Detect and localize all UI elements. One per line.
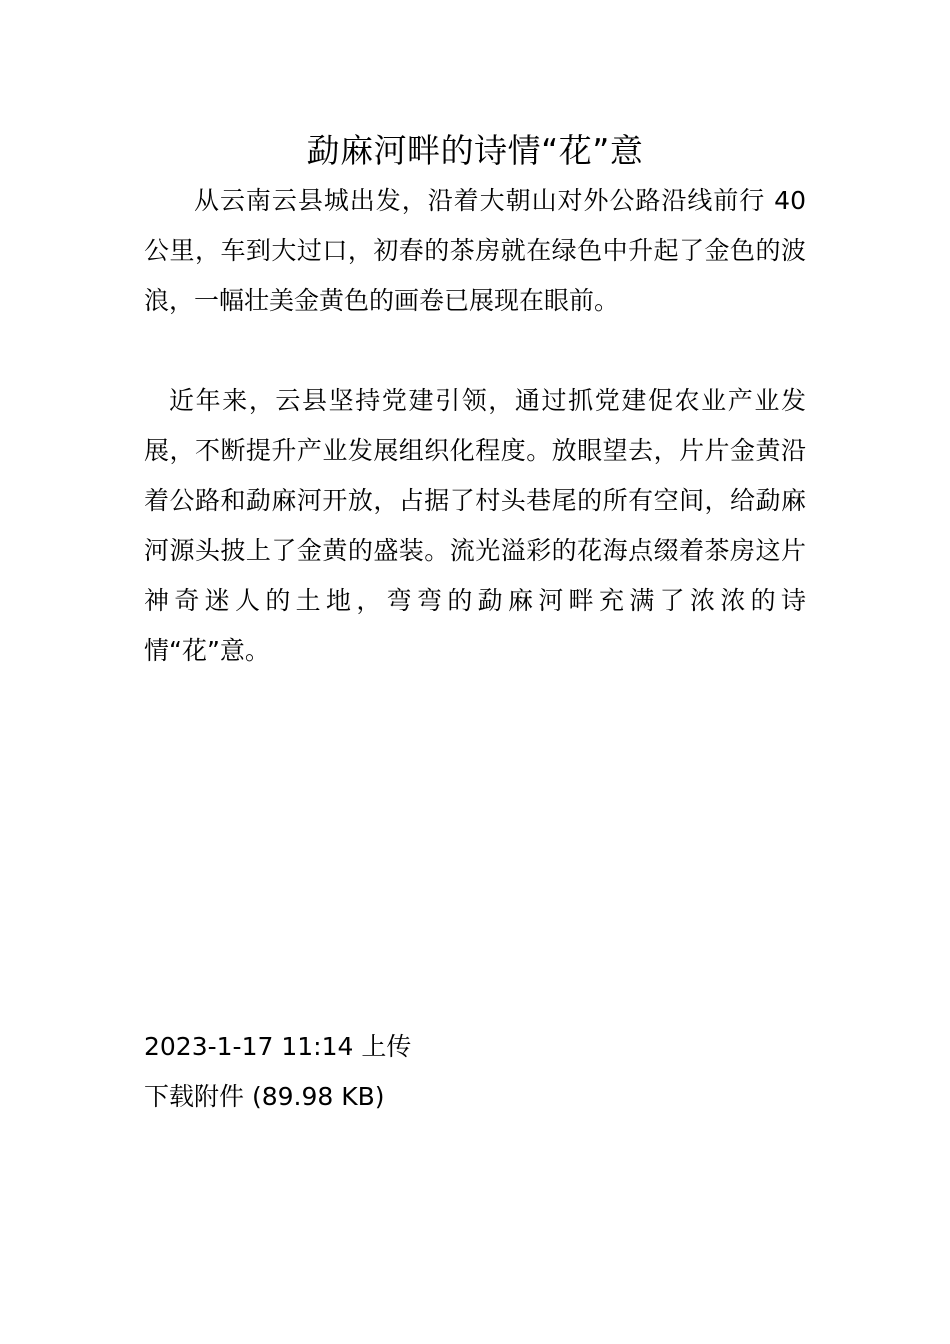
attachment-meta (144, 1022, 806, 1122)
attachment-row (144, 1072, 806, 1122)
article-body (144, 126, 806, 676)
article-paragraph-1: 从云南云县城出发，沿着大朝山对外公路沿线前行 40 公里，车到大过口，初春的茶房就在绿色中升起了金色的波浪，一幅壮美金黄色的画卷已展现在眼前。 (144, 186, 806, 315)
article-paragraph-2: 近年来，云县坚持党建引领，通过抓党建促农业产业发展，不断提升产业发展组织化程度。放眼望去，片片金黄沿着公路和勐麻河开放，占据了村头巷尾的所有空间，给勐麻河源头披上了金黄的盛装。流光溢彩的花海点缀着茶房这片神奇迷人的土地，弯弯的勐麻河畔充满了浓浓的诗情“花”意。 (144, 386, 806, 665)
attachment-size: (89.98 KB) (251, 1082, 385, 1111)
article-title: 勐麻河畔的诗情“花”意 (306, 131, 644, 170)
upload-timestamp: 2023-1-17 11:14 上传 (144, 1032, 412, 1061)
download-attachment-link[interactable]: 下载附件 (144, 1082, 245, 1111)
